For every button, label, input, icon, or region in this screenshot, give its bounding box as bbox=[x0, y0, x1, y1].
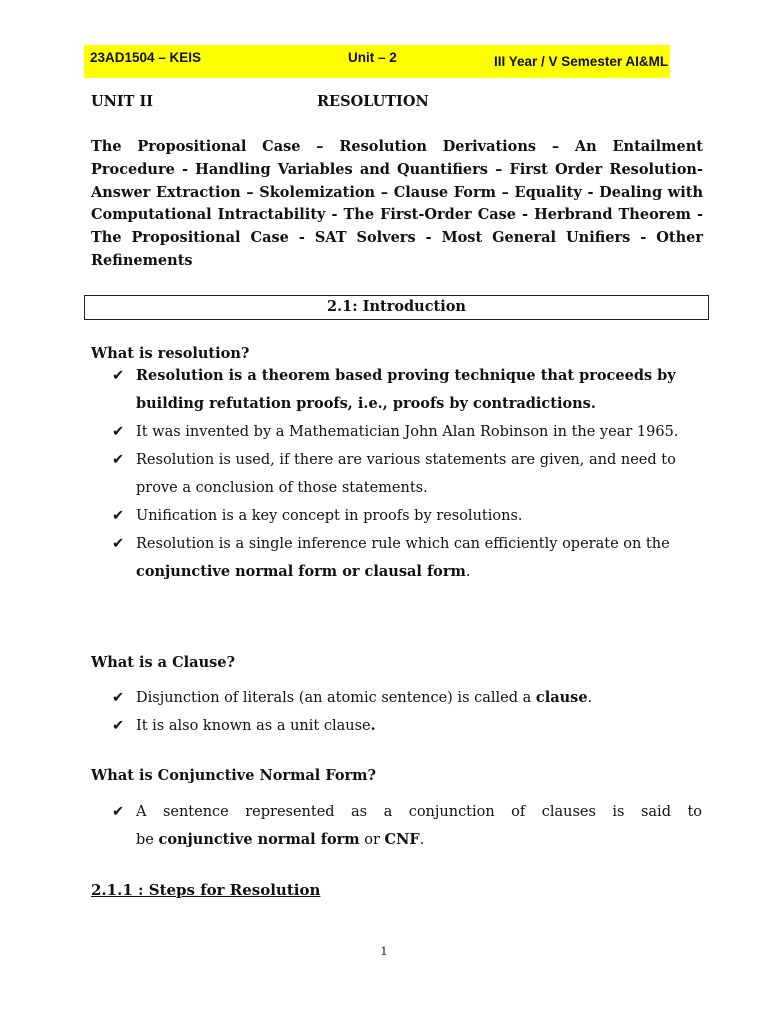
check-icon: ✔ bbox=[112, 368, 125, 384]
check-icon: ✔ bbox=[112, 424, 125, 440]
bullet-text: It was invented by a Mathematician John Alan Robinson in the year 1965. bbox=[136, 424, 679, 440]
cnf-mid: or bbox=[359, 832, 385, 848]
check-icon: ✔ bbox=[112, 804, 125, 820]
list-item bbox=[112, 712, 702, 740]
cnf-post: . bbox=[419, 832, 425, 848]
question-resolution: What is resolution? bbox=[91, 345, 250, 362]
bullet-text-bold: conjunctive normal form or clausal form bbox=[136, 563, 466, 580]
bullet-text-pre: Disjunction of literals (an atomic sentence) is called a bbox=[136, 690, 536, 706]
unit-title: RESOLUTION bbox=[317, 93, 429, 110]
resolution-list bbox=[112, 362, 702, 586]
list-item bbox=[112, 446, 702, 502]
question-cnf: What is Conjunctive Normal Form? bbox=[91, 767, 377, 784]
bullet-text-post: . bbox=[587, 690, 593, 706]
bullet-text-pre: It is also known as a unit clause bbox=[136, 718, 371, 734]
check-icon: ✔ bbox=[112, 536, 125, 552]
subsection-heading: 2.1.1 : Steps for Resolution bbox=[91, 881, 321, 899]
cnf-abbrev: CNF bbox=[384, 831, 420, 848]
check-icon: ✔ bbox=[112, 718, 125, 734]
check-icon: ✔ bbox=[112, 508, 125, 524]
list-item bbox=[112, 684, 702, 712]
bullet-text: Resolution is a theorem based proving technique that proceeds by building refutation proofs, i.e., proofs by contradictions. bbox=[136, 367, 676, 412]
cnf-list bbox=[112, 798, 702, 854]
page-header bbox=[84, 45, 670, 78]
list-item bbox=[112, 530, 702, 586]
bullet-text-line2 bbox=[136, 826, 702, 854]
bullet-text: Resolution is used, if there are various statements are given, and need to prove a conclusion of those statements. bbox=[136, 452, 676, 496]
list-item bbox=[112, 362, 702, 418]
bullet-text-bold: clause bbox=[535, 689, 588, 706]
unit-label-header: Unit – 2 bbox=[348, 50, 397, 65]
cnf-bold-term: conjunctive normal form bbox=[158, 831, 360, 848]
syllabus-topics: The Propositional Case – Resolution Derivations – An Entailment Procedure - Handling Variables and Quantifiers – First Order Resolution- Answer Extraction – Skolemization – Clause Form – Equality - Dealing with Computational Intractability - The First-Order Case - Herbrand Theorem - The Propositional Case - SAT Solvers - Most General Unifiers - Other Refinements bbox=[91, 138, 703, 269]
bullet-text-bold: . bbox=[370, 717, 376, 734]
list-item bbox=[112, 798, 702, 854]
check-icon: ✔ bbox=[112, 690, 125, 706]
page-number: 1 bbox=[380, 945, 388, 958]
check-icon: ✔ bbox=[112, 452, 125, 468]
bullet-text-pre: Resolution is a single inference rule which can efficiently operate on the bbox=[136, 536, 670, 552]
year-semester: III Year / V Semester AI&ML bbox=[494, 54, 669, 69]
cnf-pre: be bbox=[136, 832, 159, 848]
unit-label: UNIT II bbox=[91, 93, 154, 110]
list-item bbox=[112, 502, 702, 530]
section-title: 2.1: Introduction bbox=[84, 295, 709, 320]
bullet-text: Unification is a key concept in proofs by resolutions. bbox=[136, 508, 523, 524]
clause-list bbox=[112, 684, 702, 740]
list-item bbox=[112, 418, 702, 446]
bullet-text-line1: A sentence represented as a conjunction of clauses is said to bbox=[136, 804, 702, 820]
course-code: 23AD1504 – KEIS bbox=[90, 50, 202, 65]
question-clause: What is a Clause? bbox=[91, 654, 236, 671]
bullet-text-post: . bbox=[465, 564, 471, 580]
